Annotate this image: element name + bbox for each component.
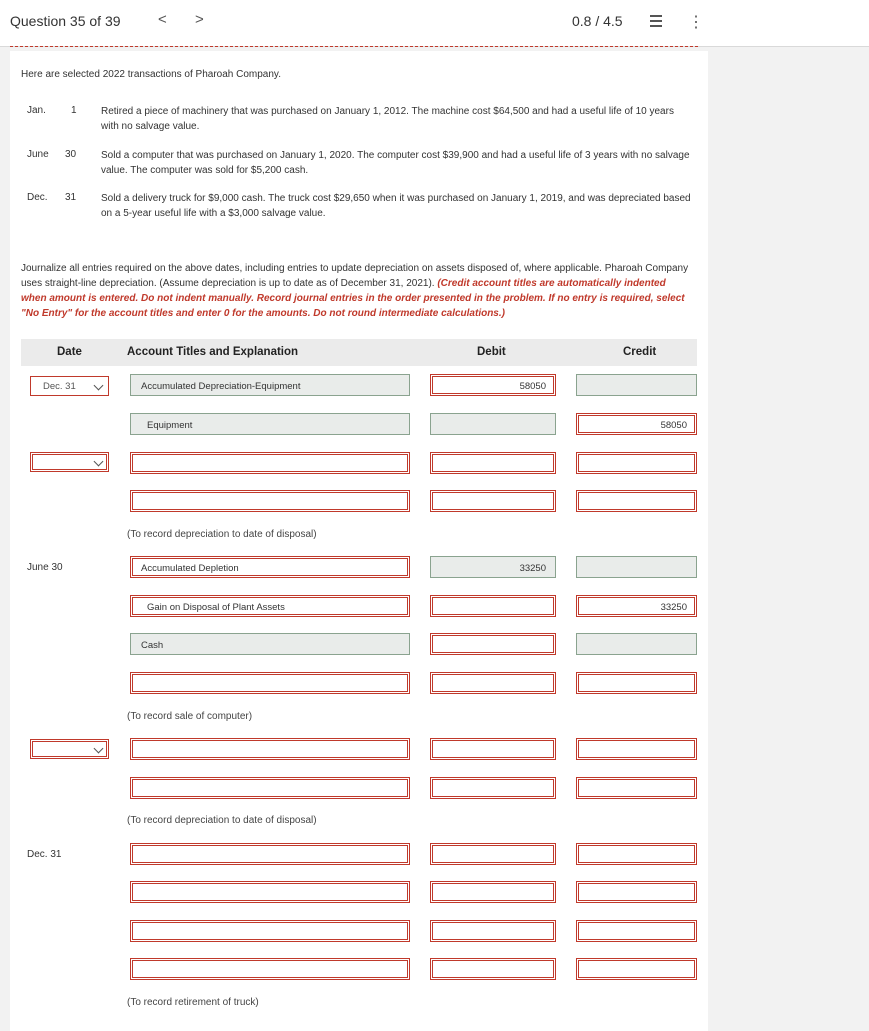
credit-field[interactable] <box>576 672 697 694</box>
transaction-month: June <box>27 149 49 160</box>
credit-column-header: Credit <box>623 346 657 358</box>
account-field[interactable] <box>130 881 410 903</box>
entry-memo: (To record retirement of truck) <box>127 997 259 1008</box>
debit-value: 33250 <box>519 563 546 574</box>
account-field[interactable] <box>130 672 410 694</box>
account-field[interactable] <box>130 738 410 760</box>
account-value: Gain on Disposal of Plant Assets <box>147 602 285 613</box>
account-field[interactable] <box>130 843 410 865</box>
date-column-header: Date <box>57 346 82 358</box>
instructions-text: Journalize all entries required on the above dates, including entries to update depreciation on assets disposed of, where applicable. Pharoah Company uses straight-line depreciation. (Assume depreciation is up to date as of December 31, 2021). <box>21 263 689 289</box>
entry-date: Dec. 31 <box>27 849 62 860</box>
account-value: Accumulated Depletion <box>141 563 239 574</box>
account-field[interactable] <box>130 777 410 799</box>
credit-field[interactable] <box>576 843 697 865</box>
account-field[interactable] <box>130 452 410 474</box>
debit-field[interactable] <box>430 777 556 799</box>
account-field[interactable] <box>130 958 410 980</box>
debit-field[interactable] <box>430 633 556 655</box>
transaction-month: Jan. <box>27 105 46 116</box>
date-select-value: Dec. 31 <box>43 381 76 392</box>
credit-field[interactable] <box>576 881 697 903</box>
account-field[interactable] <box>130 490 410 512</box>
transaction-month: Dec. <box>27 192 48 203</box>
account-value: Accumulated Depreciation-Equipment <box>141 381 301 392</box>
intro-text: Here are selected 2022 transactions of Pharoah Company. <box>21 69 281 80</box>
score-display: 0.8 / 4.5 <box>572 13 623 29</box>
credit-field[interactable] <box>576 595 697 617</box>
account-field[interactable] <box>130 556 410 578</box>
account-value: Cash <box>141 640 164 651</box>
debit-field[interactable] <box>430 413 556 435</box>
debit-field[interactable] <box>430 374 556 396</box>
credit-field[interactable] <box>576 556 697 578</box>
debit-field[interactable] <box>430 672 556 694</box>
credit-value: 58050 <box>660 420 687 431</box>
debit-field[interactable] <box>430 881 556 903</box>
debit-field[interactable] <box>430 920 556 942</box>
debit-column-header: Debit <box>477 346 506 358</box>
credit-field[interactable] <box>576 920 697 942</box>
chevron-down-icon <box>94 744 104 754</box>
credit-value: 33250 <box>660 602 687 613</box>
date-select[interactable] <box>30 739 109 759</box>
credit-field[interactable] <box>576 452 697 474</box>
transaction-day: 31 <box>65 192 77 203</box>
question-list-icon[interactable] <box>650 15 662 30</box>
instructions-emphasis: (Credit account titles are automatically indented when amount is entered. Do not indent manually. Record journal entries in the order presented in the problem. If no entry is required, select "No Entry" for the account titles and enter 0 for the amounts. Do not round intermediate calculations.) <box>21 278 685 319</box>
account-field[interactable] <box>130 920 410 942</box>
debit-field[interactable] <box>430 843 556 865</box>
entry-date: June 30 <box>27 562 63 573</box>
question-counter: Question 35 of 39 <box>10 13 121 29</box>
credit-field[interactable] <box>576 633 697 655</box>
next-question-button[interactable]: > <box>195 11 204 28</box>
divider <box>10 46 698 47</box>
credit-field[interactable] <box>576 777 697 799</box>
credit-field[interactable] <box>576 413 697 435</box>
top-bar <box>0 0 869 47</box>
chevron-down-icon <box>94 381 104 391</box>
credit-field[interactable] <box>576 738 697 760</box>
credit-field[interactable] <box>576 958 697 980</box>
instructions <box>21 261 693 321</box>
journal-table-header <box>21 339 697 366</box>
date-select[interactable] <box>30 376 109 396</box>
debit-field[interactable] <box>430 556 556 578</box>
date-select[interactable] <box>30 452 109 472</box>
transaction-description: Retired a piece of machinery that was purchased on January 1, 2012. The machine cost $64,500 and had a useful life of 10 years with no salvage value. <box>101 106 674 132</box>
credit-field[interactable] <box>576 490 697 512</box>
debit-field[interactable] <box>430 738 556 760</box>
transaction-description: Sold a computer that was purchased on January 1, 2020. The computer cost $39,900 and had a useful life of 3 years with no salvage value. The computer was sold for $5,200 cash. <box>101 150 690 176</box>
entry-memo: (To record depreciation to date of disposal) <box>127 815 317 826</box>
more-options-icon[interactable]: ⋮ <box>688 14 704 31</box>
debit-field[interactable] <box>430 452 556 474</box>
transaction-description: Sold a delivery truck for $9,000 cash. The truck cost $29,650 when it was purchased on January 1, 2019, and was depreciated based on a 5-year useful life with a $3,000 salvage value. <box>101 193 691 219</box>
entry-memo: (To record sale of computer) <box>127 711 253 722</box>
account-column-header: Account Titles and Explanation <box>127 346 299 358</box>
debit-field[interactable] <box>430 490 556 512</box>
account-field[interactable] <box>130 595 410 617</box>
credit-field[interactable] <box>576 374 697 396</box>
previous-question-button[interactable]: < <box>158 11 167 28</box>
debit-field[interactable] <box>430 958 556 980</box>
debit-value: 58050 <box>519 381 546 392</box>
debit-field[interactable] <box>430 595 556 617</box>
account-value: Equipment <box>147 420 193 431</box>
transaction-day: 1 <box>71 105 77 116</box>
account-field[interactable] <box>130 413 410 435</box>
account-field[interactable] <box>130 633 410 655</box>
entry-memo: (To record depreciation to date of disposal) <box>127 529 317 540</box>
account-field[interactable] <box>130 374 410 396</box>
transaction-day: 30 <box>65 149 77 160</box>
chevron-down-icon <box>94 457 104 467</box>
